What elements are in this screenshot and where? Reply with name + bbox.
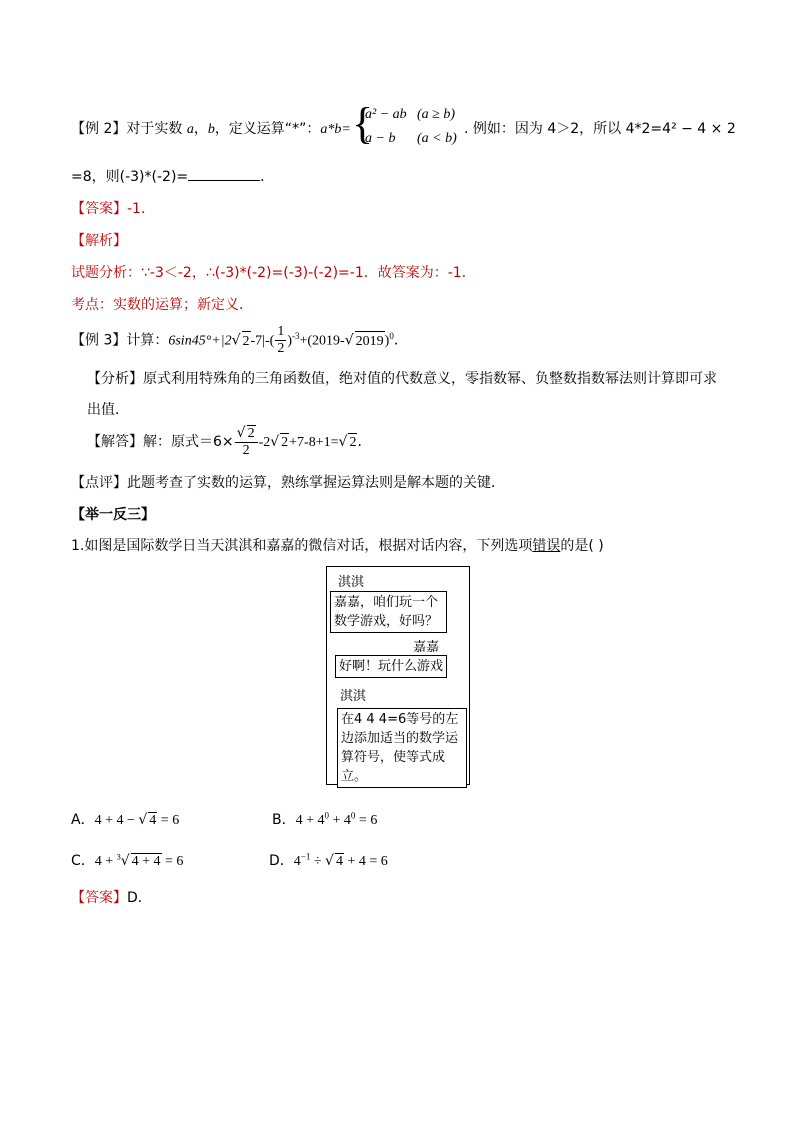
fraction-one-half: $\frac{1}{2}$ <box>277 324 285 356</box>
option-c[interactable]: C．4 + $^3$√ 4 + 4 = 6 <box>71 852 184 869</box>
exponent-neg3: -3 <box>291 330 300 341</box>
expr-part-b: -7|-( <box>250 333 275 349</box>
case2-condition: (a < b) <box>417 131 457 146</box>
example2-example: . 例如：因为 4＞2，所以 4*2=4² − 4 × 2 <box>464 121 736 137</box>
comma: ， <box>193 121 208 137</box>
option-b[interactable]: B．$4 + 4^0 + 4^0 = 6$ <box>272 810 378 828</box>
example2-analysis-text: 试题分析：∵-3＜-2，∴(-3)*(-2)=(-3)-(-2)=-1．故答案为：-1． <box>71 265 476 281</box>
expr-part-d: +(2019- <box>299 333 345 349</box>
example2-question: =8，则(-3)*(-2)= <box>71 169 189 185</box>
answer-label: 【答案】 <box>71 201 127 217</box>
example2-define: ，定义运算“*”： <box>214 121 321 137</box>
question1-suffix: 的是( ) <box>560 538 604 554</box>
example3-line: 【例 3】计算：6sin45°+|2√ 2-7|-( $\frac{1}{2}$ )$^{-3}$+(2019-√ 2019)$^0$． <box>71 324 408 356</box>
period: ． <box>260 169 275 185</box>
example3-comment <box>71 472 505 492</box>
sqrt-2-result: 2 <box>349 435 357 450</box>
sqrt-2: 2 <box>242 331 251 352</box>
case1-condition: (a ≥ b) <box>417 107 456 122</box>
chat-name-qiqi-2: 淇淇 <box>340 689 367 704</box>
exponent-0: 0 <box>389 330 394 341</box>
option-d-label: D． <box>269 853 294 869</box>
case2-expression: a − b <box>365 131 396 146</box>
example3-analysis-line1 <box>87 368 717 388</box>
answer-value: D． <box>127 890 152 906</box>
expr-part-a: 6sin45°+|2 <box>168 333 232 349</box>
chat-bubble-2: 好啊！玩什么游戏 <box>335 655 447 678</box>
var-b: b <box>207 122 215 137</box>
period: ． <box>393 332 408 349</box>
sqrt-2019: 2019 <box>355 331 385 352</box>
example3-head: 【例 3】计算： <box>71 332 169 349</box>
option-d[interactable]: D．$4^{-1}$ ÷ √ 4 + 4 = 6 <box>269 851 388 869</box>
answer-label: 【答案】 <box>71 890 127 906</box>
option-a-label: A． <box>71 812 95 828</box>
example3-solution: 【解答】解：原式＝6× $\frac{√ 2}{2}$ -2√ 2+7-8+1=√ 2． <box>87 425 372 458</box>
lhs-expression: a*b= <box>320 122 351 137</box>
question1-prefix: 1.如图是国际数学日当天淇淇和嘉嘉的微信对话，根据对话内容，下列选项 <box>71 538 533 554</box>
chat-bubble-3: 在4 4 4=6等号的左边添加适当的数学运算符号，使等式成立。 <box>337 708 467 788</box>
option-b-label: B． <box>272 812 296 828</box>
solution-label: 【解答】 <box>87 434 143 450</box>
chat-figure <box>326 566 470 785</box>
analysis-label: 【分析】 <box>87 371 143 387</box>
solution-mid: -2 <box>258 435 271 450</box>
example2-answer <box>71 198 155 218</box>
example2-point: 考点：实数的运算；新定义． <box>71 297 253 313</box>
question1-underlined: 错误 <box>532 538 561 554</box>
expr-part-e: ) <box>384 333 390 349</box>
chat-name-jiajia: 嘉嘉 <box>413 640 440 655</box>
fraction-sqrt2-over-2: $\frac{√ 2}{2}$ <box>235 425 258 459</box>
chat-bubble-1: 嘉嘉，咱们玩一个数学游戏，好吗？ <box>330 591 447 633</box>
example3-analysis-line2: 出值． <box>87 402 129 418</box>
solution-after: +7-8+1= <box>289 435 339 450</box>
case1-expression: a² − ab <box>365 107 407 122</box>
period: ． <box>357 434 372 450</box>
answer-value: -1． <box>127 201 155 217</box>
analysis-text: 原式利用特殊角的三角函数值，绝对值的代数意义，零指数幂、负整数指数幂法则计算即可求 <box>143 371 717 387</box>
solution-start: 解：原式＝6× <box>143 434 234 450</box>
chat-name-qiqi: 淇淇 <box>338 575 365 590</box>
sqrt-2-b: 2 <box>281 435 289 450</box>
answer-blank <box>188 166 260 181</box>
example2-line2 <box>71 166 274 186</box>
question1 <box>71 535 604 555</box>
comment-label: 【点评】 <box>71 475 127 491</box>
section-title: 【举一反三】 <box>71 507 155 523</box>
option-a[interactable]: A．4 + 4 − √ 4 = 6 <box>71 812 180 828</box>
comment-text: 此题考查了实数的运算，熟练掌握运算法则是解本题的关键． <box>127 475 505 491</box>
question1-answer <box>71 887 152 907</box>
piecewise-brace: { <box>352 99 374 148</box>
example2-analysis-label: 【解析】 <box>71 233 127 249</box>
example2-head: 【例 2】 <box>71 121 127 137</box>
option-c-label: C． <box>71 853 95 869</box>
var-a: a <box>186 122 194 137</box>
expr-part-c: ) <box>287 333 292 349</box>
example2-intro: 对于实数 <box>126 121 183 137</box>
